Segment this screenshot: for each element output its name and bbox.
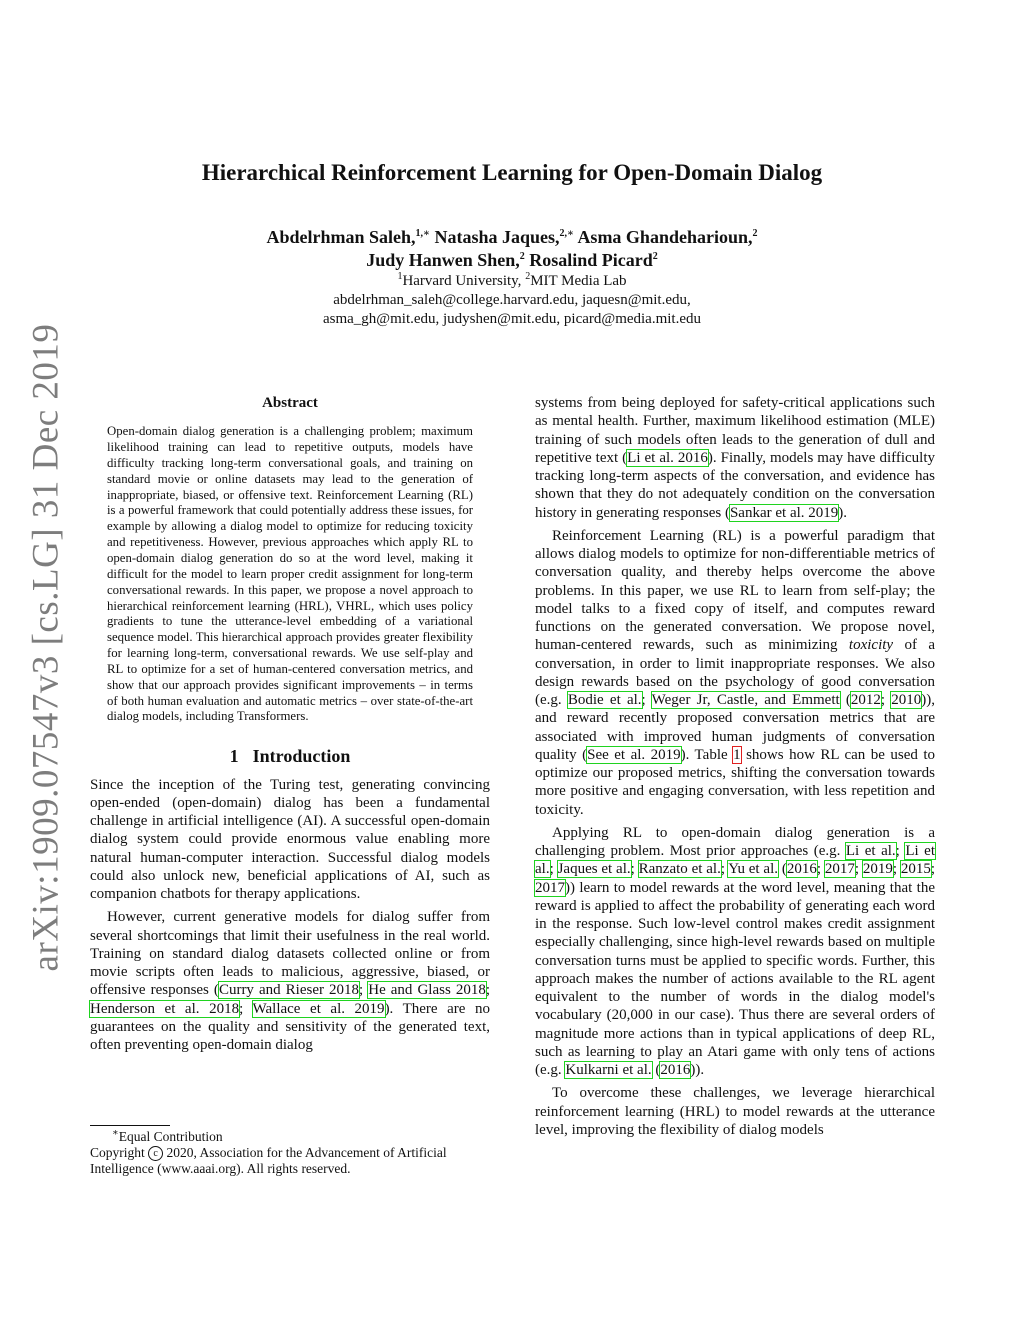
text-span: ; bbox=[892, 861, 901, 878]
text-span: )) learn to model rewards at the word level, meaning that the reward is applied to affect the probability of generating each word in the response. Such low-level control makes credit assignment especially challenging, since high-level rewards based on multiple conversation turns must be applied to specific words. Further, this approach makes the number of actions available to the RL agent equivalent to the number of words in the dialog model's vocabulary (20,000 in our case). Thus there are several orders of magnitude more actions than in typical applications of deep RL, such as learning to play an Atari game with only tens of actions (e.g. bbox=[535, 879, 935, 1078]
citation-link[interactable]: 2015 bbox=[900, 861, 931, 878]
citation-link[interactable]: 2016 bbox=[786, 861, 817, 878]
footnote-equal-contribution bbox=[90, 1129, 490, 1145]
text-span: )), and reward recently proposed conversation metrics that are associated with improved human judgments of conversation quality ( bbox=[535, 692, 936, 763]
text-span: ; bbox=[816, 861, 825, 878]
footnote-rule bbox=[90, 1125, 170, 1126]
right-paragraph-3 bbox=[535, 824, 935, 1080]
email-line-2: asma_gh@mit.edu, judyshen@mit.edu, picard@media.mit.edu bbox=[322, 311, 702, 327]
text-span: systems from being deployed for safety-critical applications such as mental health. Further, maximum likelihood estimation (MLE) training of such models often leads to the generation of dull and repetitive text ( bbox=[535, 395, 935, 466]
abstract-heading: Abstract bbox=[262, 395, 318, 411]
affil-sup: 1 bbox=[397, 271, 403, 282]
citation-link[interactable]: Henderson et al. 2018 bbox=[90, 1000, 240, 1017]
text-span: ). There are no guarantees on the quality and sensitivity of the generated text, often preventing open-domain dialog bbox=[90, 1000, 491, 1054]
citation-link[interactable]: 2017 bbox=[535, 879, 565, 896]
citation-link[interactable]: Wallace et al. 2019 bbox=[252, 1000, 385, 1017]
author-name: Asma Ghandeharioun, bbox=[577, 227, 753, 247]
paper-title: Hierarchical Reinforcement Learning for Open-Domain Dialog bbox=[201, 160, 823, 185]
citation-link[interactable]: 2017 bbox=[824, 861, 855, 878]
email-line-1: abdelrhman_saleh@college.harvard.edu, jaquesn@mit.edu, bbox=[333, 292, 691, 308]
copyright-prefix: Copyright bbox=[90, 1145, 149, 1160]
right-column bbox=[535, 394, 935, 1139]
abstract-text: Open-domain dialog generation is a challenging problem; maximum likelihood training can lead to repetitive outputs, models have difficulty tracking long-term conversational goals, and training on standard movie or online datasets may lead to the generation of inappropriate, biased, or offensive text. Reinforcement Learning (RL) is a powerful framework that could potentially address these issues, for example by allowing a dialog model to optimize for reducing toxicity and repetitiveness. However, previous approaches which apply RL to open-domain dialog generation do so at the word level, making it difficult for the model to learn proper credit assignment for long-term conversational rewards. In this paper, we propose a novel approach to hierarchical reinforcement learning (HRL), VHRL, which uses policy gradients to tune the utterance-level embedding of a variational sequence model. This hierarchical approach provides greater flexibility for learning long-term, conversational rewards. We use self-play and RL to optimize for a set of human-centered conversation metrics, and show that our approach provides significant improvements – in terms of both human evaluation and automatic metrics – over state-of-the-art dialog models, including Transformers. bbox=[107, 424, 473, 724]
text-span: Reinforcement Learning (RL) is a powerful paradigm that allows dialog models to optimize for non-differentiable metrics of conversation quality, and thereby helps overcome the above problems. In this paper, we use RL to learn from self-play; the model talks to a fixed copy of itself, and computes reward functions on the generated conversation. We propose novel, human-centered rewards, such as minimizing bbox=[535, 527, 935, 654]
text-span: ; bbox=[549, 861, 558, 878]
text-span: ; bbox=[485, 982, 491, 999]
text-span: ). bbox=[838, 504, 848, 521]
author-affil-sup: 2 bbox=[519, 251, 525, 262]
text-span: ; bbox=[359, 982, 369, 999]
citation-link[interactable]: Bodie et al. bbox=[567, 692, 642, 708]
affiliation-mit: MIT Media Lab bbox=[530, 273, 627, 289]
footnote-marker: ∗ bbox=[112, 1127, 119, 1139]
copyright-icon: c bbox=[148, 1146, 163, 1161]
citation-link[interactable]: Kulkarni et al. bbox=[565, 1062, 652, 1078]
section-heading-introduction bbox=[90, 747, 490, 765]
author-affil-sup: 1,∗ bbox=[415, 228, 430, 239]
text-span: ; bbox=[930, 861, 936, 878]
citation-link[interactable]: Sankar et al. 2019 bbox=[729, 504, 839, 521]
author-block bbox=[0, 226, 1024, 329]
section-title: Introduction bbox=[252, 746, 351, 767]
citation-link[interactable]: 2019 bbox=[862, 861, 893, 878]
citation-link[interactable]: Ranzato et al. bbox=[638, 861, 721, 878]
text-span: ( bbox=[839, 692, 851, 708]
text-span: ; bbox=[641, 692, 652, 708]
affiliation-harvard: Harvard University, bbox=[402, 273, 526, 289]
copyright-text: 2020, Association for the Advancement of Artificial Intelligence (www.aaai.org). All rights reserved. bbox=[90, 1145, 447, 1177]
footnotes bbox=[90, 1125, 490, 1177]
text-span: ; bbox=[895, 843, 906, 859]
author-name: Judy Hanwen Shen, bbox=[366, 250, 520, 270]
citation-link[interactable]: Li et al. bbox=[535, 843, 935, 878]
citation-link[interactable]: Weger Jr, Castle, and Emmett bbox=[651, 692, 840, 708]
intro-paragraph-1: Since the inception of the Turing test, generating convincing open-ended (open-domain) dialog has been a fundamental challenge in artificial intelligence (AI). A successful open-domain dialog system could provide enormous value enabling more natural human-computer interaction. Successful dialog models could also unlock new, beneficial applications of AI, such as companion chatbots for therapy applications. bbox=[90, 776, 490, 903]
left-column bbox=[90, 394, 490, 1054]
citation-link[interactable]: Yu et al. bbox=[728, 861, 779, 878]
citation-link[interactable]: See et al. 2019 bbox=[587, 746, 681, 763]
author-affil-sup: 2 bbox=[652, 251, 658, 262]
right-paragraph-2 bbox=[535, 527, 935, 819]
citation-link[interactable]: 2010 bbox=[891, 692, 922, 708]
author-affil-sup: 2 bbox=[752, 228, 758, 239]
text-span: )). bbox=[690, 1062, 705, 1078]
author-name: Rosalind Picard bbox=[529, 250, 653, 270]
text-span: ; bbox=[880, 692, 892, 708]
section-number: 1 bbox=[229, 746, 239, 767]
affil-sup: 2 bbox=[525, 271, 531, 282]
arxiv-stamp bbox=[24, 323, 68, 972]
copyright-notice bbox=[90, 1145, 490, 1177]
arxiv-id: arXiv:1909.07547v3 [cs.LG] 31 Dec 2019 bbox=[25, 323, 67, 972]
author-name: Abdelrhman Saleh, bbox=[266, 227, 416, 247]
author-name: Natasha Jaques, bbox=[434, 227, 560, 247]
citation-link[interactable]: Curry and Rieser 2018 bbox=[218, 982, 360, 999]
text-span: ; bbox=[630, 861, 639, 878]
citation-link[interactable]: Li et al. 2016 bbox=[627, 449, 708, 466]
text-span: ( bbox=[651, 1062, 661, 1078]
citation-link[interactable]: 2012 bbox=[850, 692, 881, 708]
text-span: of a conversation, in order to limit inappropriate responses. We also design rewards based on the psychology of good conversation (e.g. bbox=[535, 637, 935, 708]
right-paragraph-1 bbox=[535, 394, 935, 522]
intro-paragraph-2 bbox=[90, 908, 490, 1054]
right-paragraph-4: To overcome these challenges, we leverage hierarchical reinforcement learning (HRL) to model rewards at the utterance level, improving the flexibility of dialog models bbox=[535, 1085, 935, 1138]
footnote-text: Equal Contribution bbox=[118, 1129, 223, 1144]
text-span: ; bbox=[239, 1000, 253, 1017]
citation-link[interactable]: Li et al. bbox=[845, 843, 896, 859]
text-span: Applying RL to open-domain dialog generation is a challenging problem. Most prior approaches (e.g. bbox=[535, 824, 935, 859]
author-line-1 bbox=[0, 226, 1024, 249]
citation-link[interactable]: 2016 bbox=[660, 1062, 691, 1078]
text-span: shows how RL can be used to optimize our proposed metrics, shifting the conversation towards more positive and engaging conversation, with less repetition and toxicity. bbox=[535, 746, 936, 818]
emphasis-toxicity: toxicity bbox=[848, 637, 894, 654]
text-span: ). Finally, models may have difficulty tracking long-term aspects of the conversation, and evidence has shown that they do not adequately condition on the conversation history in generating responses ( bbox=[535, 449, 936, 521]
text-span: ; bbox=[720, 861, 729, 878]
text-span: However, current generative models for dialog suffer from several shortcomings that limit their usefulness in the real world. Training on standard dialog datasets collected online or from movie scripts often leads to malicious, aggressive, biased, or offensive responses ( bbox=[90, 909, 490, 999]
text-span: ). Table bbox=[680, 746, 734, 763]
text-span: ; bbox=[854, 861, 863, 878]
table-ref-link[interactable]: 1 bbox=[733, 746, 741, 763]
author-line-2 bbox=[0, 249, 1024, 272]
affiliations bbox=[0, 272, 1024, 291]
author-affil-sup: 2,∗ bbox=[559, 228, 574, 239]
citation-link[interactable]: He and Glass 2018 bbox=[368, 982, 486, 999]
text-span: ( bbox=[778, 861, 787, 878]
citation-link[interactable]: Jaques et al. bbox=[557, 861, 631, 878]
